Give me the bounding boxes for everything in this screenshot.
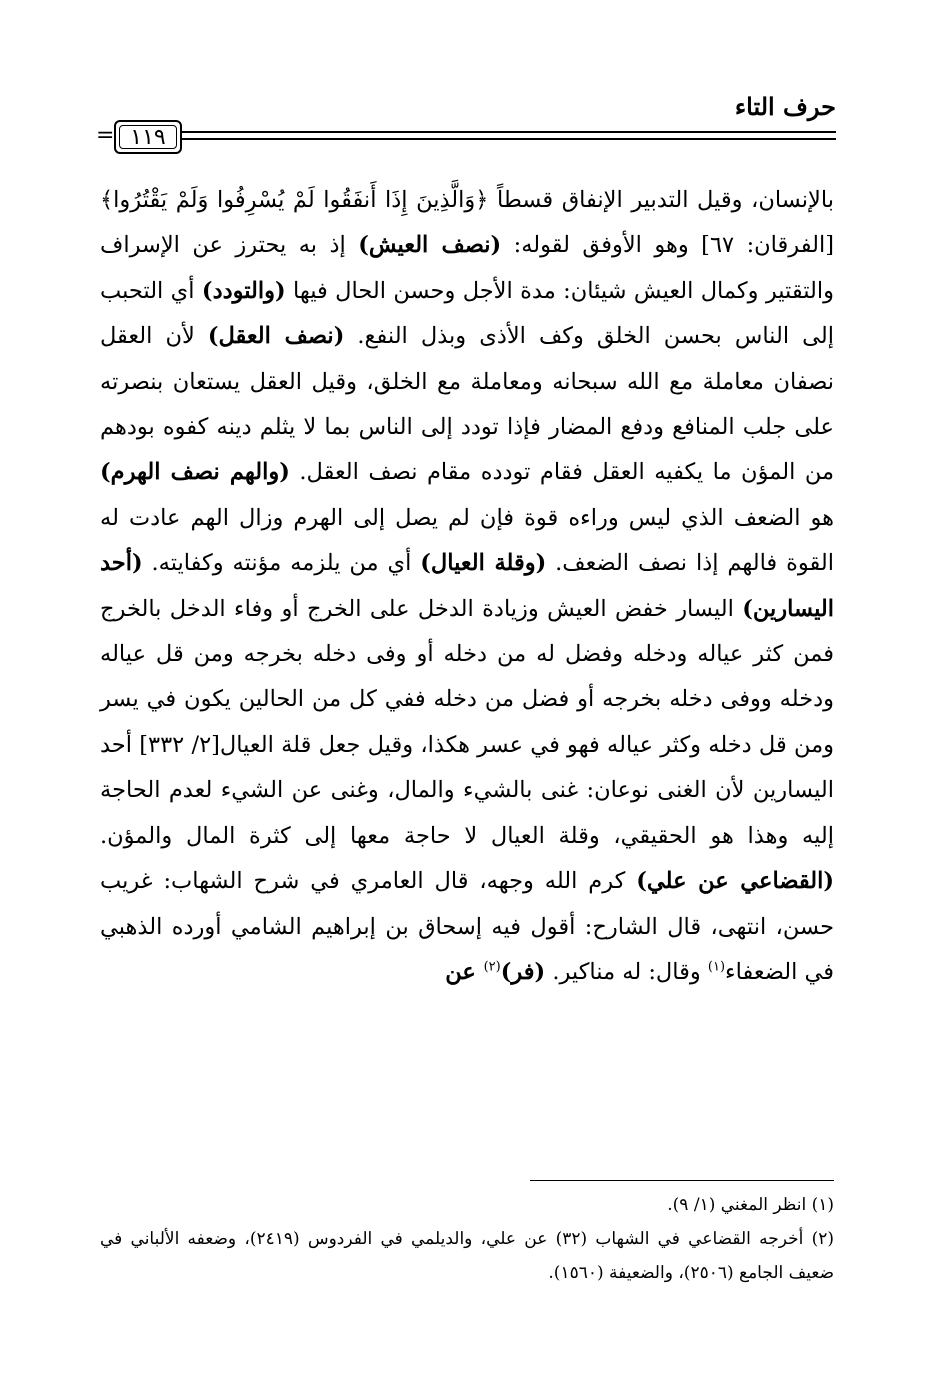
bold-term: (فر) bbox=[500, 958, 546, 985]
bold-term: (والتودد) bbox=[201, 277, 286, 304]
footnote-separator bbox=[530, 1180, 834, 1181]
footnotes bbox=[100, 1188, 834, 1290]
bold-term: عن bbox=[445, 958, 484, 985]
bold-term: (وقلة العيال) bbox=[420, 550, 547, 577]
bold-term: (نصف العيش) bbox=[358, 232, 502, 259]
chapter-header-title: حرف التاء bbox=[734, 92, 836, 121]
footnote-item: (٢) أخرجه القضاعي في الشهاب (٣٢) عن علي، والديلمي في الفردوس (٢٤١٩)، وضعفه الألباني في ضعيف الجامع (٢٥٠٦)، والضعيفة (١٥٦٠). bbox=[100, 1229, 834, 1283]
bold-term: (أحد اليسارين) bbox=[100, 550, 834, 622]
quran-verse: ﴿وَالَّذِينَ إِذَا أَنفَقُوا لَمْ يُسْرِفُوا وَلَمْ يَقْتُرُوا﴾ bbox=[100, 187, 489, 213]
page-number: ١١٩ bbox=[130, 124, 166, 150]
text-run: وقال: له مناكير. bbox=[545, 958, 708, 985]
bold-term: (القضاعي عن علي) bbox=[636, 868, 834, 895]
body-text bbox=[100, 178, 834, 995]
footnote-marker: (١) bbox=[707, 959, 726, 975]
text-run: إذ به يحترز عن الإسراف والتقتير وكمال العيش شيئان: مدة الأجل وحسن الحال فيها bbox=[100, 232, 834, 304]
text-run: اليسار خفض العيش وزيادة الدخل على الخرج أو وفاء الدخل بالخرج فمن كثر عياله ودخله وفضل له من دخله أو وفى دخله بخرجه ومن قل عياله ودخله ووفى دخله بخرجه أو فضل من دخله ففي كل من الحالين يكون في يسر ومن قل دخله وكثر عياله فهو في عسر هكذا، وقيل جعل قلة العيال[٢/ ٣٣٢] أحد اليسارين لأن الغنى نوعان: غنى بالشيء والمال، وغنى عن الشيء لعدم الحاجة إليه وهذا هو الحقيقي، وقلة العيال لا حاجة معها إلى كثرة المال والمؤن. bbox=[100, 595, 834, 849]
header-rule-top bbox=[180, 131, 836, 133]
footnote-marker: (٢) bbox=[483, 959, 501, 975]
footnote-item: (١) انظر المغني (١/ ٩). bbox=[667, 1195, 834, 1215]
header-rule-bottom bbox=[180, 138, 836, 140]
text-run: لأن العقل نصفان معاملة مع الله سبحانه ومعاملة مع الخلق، وقيل العقل يستعان بنصرته على جلب المنافع ودفع المضار فإذا تودد إلى الناس بما لا يثلم دينه كفوه بودهم من المؤن ما يكفيه العقل فقام تودده مقام نصف العقل. bbox=[100, 323, 834, 486]
body-paragraph bbox=[100, 178, 834, 995]
bold-term: (والهم نصف الهرم) bbox=[100, 459, 290, 486]
text-run: [الفرقان: ٦٧] وهو الأوفق لقوله: bbox=[501, 232, 834, 259]
text-run: أي من يلزمه مؤنته وكفايته. bbox=[142, 550, 421, 577]
text-run: كرم الله وجهه، قال العامري في شرح الشهاب: غريب حسن، انتهى، قال الشارح: أقول فيه إسحاق بن إبراهيم الشامي أورده الذهبي في الضعفاء bbox=[100, 868, 834, 985]
page-number-frame bbox=[114, 120, 182, 154]
text-run: هو الضعف الذي ليس وراءه قوة فإن لم يصل إلى الهرم وزال الهم عادت له القوة فالهم إذا نصف الضعف. bbox=[100, 504, 834, 577]
text-run: بالإنسان، وقيل التدبير الإنفاق قسطاً bbox=[488, 187, 834, 213]
page-number-ornament: = bbox=[96, 123, 115, 148]
text-run: أي التحبب إلى الناس بحسن الخلق وكف الأذى وبذل النفع. bbox=[100, 277, 834, 350]
bold-term: (نصف العقل) bbox=[207, 323, 345, 350]
